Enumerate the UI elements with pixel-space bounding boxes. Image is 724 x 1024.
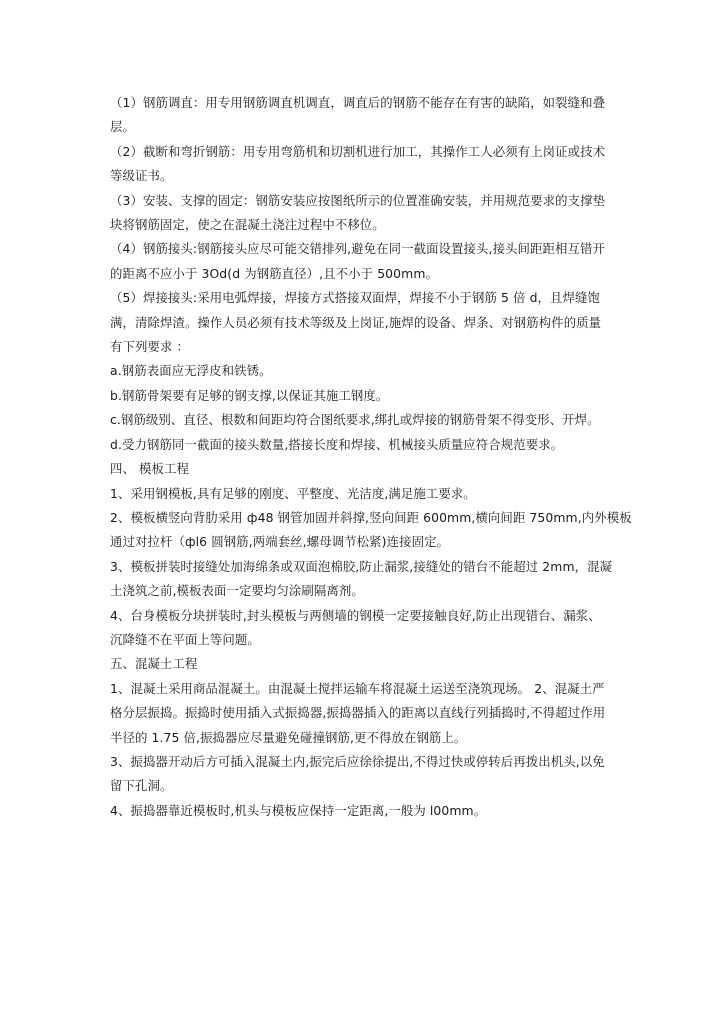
- text-line: 层。: [110, 119, 135, 135]
- text-line: c.钢筋级别、直径、根数和间距均符合图纸要求,绑扎或焊接的钢筋骨架不得变形、开焊。: [110, 412, 600, 428]
- text-line: 留下孔洞。: [110, 778, 173, 794]
- text-line: 四、 模板工程: [110, 461, 189, 477]
- text-line: 等级证书。: [110, 168, 173, 184]
- text-line: a.钢筋表面应无浮皮和铁锈。: [110, 363, 272, 379]
- text-line: 3、模板拼装时接缝处加海绵条或双面泡棉胶,防止漏浆,接缝处的错台不能超过 2mm，混凝: [110, 558, 613, 574]
- text-line: 格分层振捣。振捣时使用插入式振捣器,振捣器插入的距离以直线行列插捣时,不得超过作用: [110, 705, 606, 721]
- text-line: 五、混凝土工程: [110, 656, 198, 672]
- text-line: 块将钢筋固定，使之在混凝土浇注过程中不移位。: [110, 217, 385, 233]
- text-line: 土浇筑之前,模板表面一定要均匀涂刷隔离剂。: [110, 583, 364, 599]
- document-body: [110, 91, 632, 823]
- text-line: 满，清除焊渣。操作人员必须有技术等级及上岗证,施焊的设备、焊条、对钢筋构件的质量: [110, 314, 602, 330]
- text-line: 沉降缝不在平面上等问题。: [110, 631, 260, 647]
- text-line: 2、模板横竖向背肋采用 ф48 钢管加固并斜撑,竖向间距 600mm,横向间距 750mm,内外模板: [110, 509, 632, 525]
- text-line: b.钢筋骨架要有足够的钢支撑,以保证其施工钢度。: [110, 387, 389, 403]
- text-line: 通过对拉杆（фl6 圆钢筋,两端套丝,螺母调节松紧)连接固定。: [110, 534, 450, 550]
- text-line: （1）钢筋调直：用专用钢筋调直机调直，调直后的钢筋不能存在有害的缺陷，如裂缝和叠: [110, 95, 606, 110]
- text-line: （5）焊接接头:采用电弧焊接，焊接方式搭接双面焊，焊接不小于钢筋 5 倍 d，且焊缝饱: [110, 290, 600, 306]
- text-line: 半径的 1.75 倍,振捣器应尽量避免碰撞钢筋,更不得放在钢筋上。: [110, 729, 467, 745]
- text-line: 4、振捣器靠近模板时,机头与模板应保持一定距离,一般为 l00mm。: [110, 802, 487, 818]
- text-line: （2）截断和弯折钢筋：用专用弯筋机和切割机进行加工，其操作工人必须有上岗证或技术: [110, 143, 606, 159]
- text-line: 1、混凝土采用商品混凝土。由混凝土搅拌运输车将混凝土运送至浇筑现场。 2、混凝土严: [110, 680, 605, 696]
- text-line: 4、台身模板分块拼装时,封头模板与两侧墙的钢模一定要接触良好,防止出现错台、漏浆、: [110, 607, 601, 623]
- text-line: d.受力钢筋同一截面的接头数量,搭接长度和焊接、机械接头质量应符合规范要求。: [110, 436, 564, 452]
- text-line: （4）钢筋接头:钢筋接头应尽可能交错排列,避免在同一截面设置接头,接头间距距相互错开: [110, 241, 605, 257]
- text-line: （3）安装、支撑的固定：钢筋安装应按图纸所示的位置准确安装，并用规范要求的支撑垫: [110, 192, 606, 208]
- text-line: 3、振捣器开动后方可插入混凝土内,振完后应徐徐提出,不得过快或停转后再拨出机头,以免: [110, 753, 605, 769]
- text-line: 有下列要求 ：: [110, 339, 189, 355]
- text-line: 的距离不应小于 3Od(d 为钢筋直径）,且不小于 500mm。: [110, 265, 438, 281]
- text-line: 1、采用钢模板,具有足够的刚度、平整度、光洁度,满足施工要求。: [110, 485, 476, 501]
